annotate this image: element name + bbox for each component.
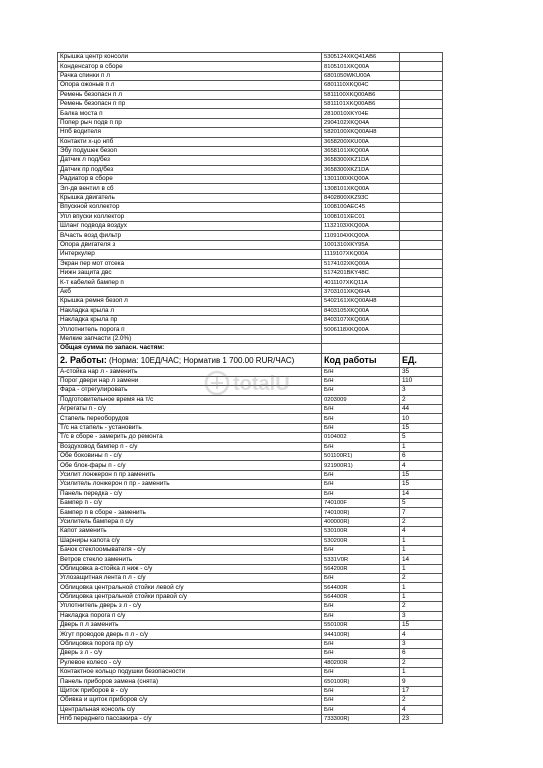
name-cell: Бачок стеклоомывателя - с/у — [58, 545, 322, 554]
code-cell: Б/Н — [322, 386, 400, 395]
work-row — [58, 536, 443, 545]
code-cell: 0104002 — [322, 433, 400, 442]
work-row — [58, 545, 443, 554]
units-cell — [400, 109, 443, 118]
work-row — [58, 668, 443, 677]
code-cell: Б/Н — [322, 602, 400, 611]
code-cell: 3658200XKU00A — [322, 137, 400, 146]
units-cell: 5 — [400, 433, 443, 442]
units-cell — [400, 81, 443, 90]
units-cell — [400, 90, 443, 99]
units-cell: 1 — [400, 668, 443, 677]
units-cell: 23 — [400, 714, 443, 723]
name-cell: Жгут проводов дверь п л - с/у — [58, 630, 322, 639]
name-cell: Накладка крыла л — [58, 306, 322, 315]
code-cell: Б/Н — [322, 367, 400, 376]
name-cell: Интеркулер — [58, 250, 322, 259]
part-row — [58, 99, 443, 108]
units-cell: 44 — [400, 405, 443, 414]
work-row — [58, 621, 443, 630]
code-cell: Б/Н — [322, 470, 400, 479]
part-row — [58, 90, 443, 99]
units-cell — [400, 156, 443, 165]
name-cell: Нпб переднего пассажира - с/у — [58, 714, 322, 723]
units-cell: 1 — [400, 442, 443, 451]
total-parts-row — [58, 344, 443, 353]
units-cell: 5 — [400, 498, 443, 507]
part-row — [58, 250, 443, 259]
units-cell: 35 — [400, 367, 443, 376]
code-cell: 5305124XKQ41AB6 — [322, 53, 400, 62]
work-row — [58, 677, 443, 686]
work-row — [58, 555, 443, 564]
code-cell: 6801050WKU00A — [322, 71, 400, 80]
units-cell: 14 — [400, 555, 443, 564]
code-cell: 4011107XKQ11A — [322, 278, 400, 287]
name-cell: Усилитель лонжерон п пр - заменить — [58, 480, 322, 489]
code-cell: 5811100XKQ00AB6 — [322, 90, 400, 99]
work-row — [58, 498, 443, 507]
work-row — [58, 405, 443, 414]
code-cell: 5006118XKQ00A — [322, 325, 400, 334]
name-cell: Обивка и щиток приборов с/у — [58, 696, 322, 705]
part-row — [58, 71, 443, 80]
code-cell: 1008100AEC45 — [322, 203, 400, 212]
units-cell — [400, 165, 443, 174]
code-cell: 8402800XKZ93C — [322, 193, 400, 202]
units-cell — [400, 222, 443, 231]
name-cell: Т/с в сборе - замерить до ремонта — [58, 433, 322, 442]
name-cell: Усилитель бампера п с/у — [58, 517, 322, 526]
name-cell: Щиток приборов в - с/у — [58, 686, 322, 695]
name-cell: Крышка двигатель — [58, 193, 322, 202]
work-row — [58, 639, 443, 648]
work-row — [58, 686, 443, 695]
small-parts-label: Мелкие запчасти (2.0%) — [58, 334, 322, 343]
part-row — [58, 81, 443, 90]
part-row — [58, 184, 443, 193]
name-cell: Накладка порога п с/у — [58, 611, 322, 620]
units-cell: 3 — [400, 639, 443, 648]
name-cell: Усилит лонжерон п пр заменить — [58, 470, 322, 479]
name-cell: Уплотнитель дверь з л - с/у — [58, 602, 322, 611]
units-cell: 4 — [400, 705, 443, 714]
name-cell: Бампер п - с/у — [58, 498, 322, 507]
code-cell: Б/Н — [322, 686, 400, 695]
code-cell: 1119107XKQ00A — [322, 250, 400, 259]
name-cell: Балка моста п — [58, 109, 322, 118]
units-cell: 15 — [400, 621, 443, 630]
units-cell: 4 — [400, 527, 443, 536]
works-norm-text: (Норма: 10ЕД/ЧАС; Норматив 1 700.00 RUR/ЧАС) — [106, 355, 295, 365]
name-cell: Попер рыч подв п пр — [58, 118, 322, 127]
code-cell: 944100R) — [322, 630, 400, 639]
units-cell: 6 — [400, 649, 443, 658]
name-cell: В/часть возд фильтр — [58, 231, 322, 240]
code-cell: 2904102XKQ04A — [322, 118, 400, 127]
units-cell: 1 — [400, 583, 443, 592]
units-cell — [400, 128, 443, 137]
work-row — [58, 564, 443, 573]
code-cell: 1301100XKQ00A — [322, 175, 400, 184]
work-row — [58, 517, 443, 526]
name-cell: Облицовка центральной стойки правой с/у — [58, 592, 322, 601]
units-cell — [400, 184, 443, 193]
units-cell: 2 — [400, 602, 443, 611]
units-cell: 7 — [400, 508, 443, 517]
work-row — [58, 602, 443, 611]
units-cell — [400, 118, 443, 127]
units-cell: 9 — [400, 677, 443, 686]
name-cell: Эл-дв вентил в сб — [58, 184, 322, 193]
code-cell: Б/Н — [322, 668, 400, 677]
name-cell: Облицовка а-стойка л ниж - с/у — [58, 564, 322, 573]
units-cell — [400, 278, 443, 287]
part-row — [58, 325, 443, 334]
units-cell: 1 — [400, 592, 443, 601]
name-cell: Конденсатор в сборе — [58, 62, 322, 71]
name-cell: Бампер п в сборе - заменить — [58, 508, 322, 517]
name-cell: Ремень безопасн п пр — [58, 99, 322, 108]
units-cell: 1 — [400, 536, 443, 545]
code-cell: 1308101XKQ00A — [322, 184, 400, 193]
name-cell: Упл впуски коллектор — [58, 212, 322, 221]
units-cell: 14 — [400, 489, 443, 498]
code-cell: 8403107XKQ00A — [322, 315, 400, 324]
work-row — [58, 714, 443, 723]
name-cell: Обе блок-фары п - с/у — [58, 461, 322, 470]
code-cell: 5174201BKY48C — [322, 268, 400, 277]
units-cell: 10 — [400, 414, 443, 423]
name-cell: Экран пер мот отсека — [58, 259, 322, 268]
units-cell: 15 — [400, 470, 443, 479]
units-cell — [400, 268, 443, 277]
units-cell: 3 — [400, 611, 443, 620]
code-cell: 740100R) — [322, 508, 400, 517]
part-row — [58, 118, 443, 127]
units-cell — [400, 250, 443, 259]
name-cell: Эбу подушек безоп — [58, 146, 322, 155]
code-cell: 564400R — [322, 583, 400, 592]
part-row — [58, 287, 443, 296]
work-row — [58, 658, 443, 667]
name-cell: Воздуховод бампер п - с/у — [58, 442, 322, 451]
units-column-header: ЕД. — [400, 353, 443, 367]
name-cell: Рачка спинки п л — [58, 71, 322, 80]
part-row — [58, 137, 443, 146]
work-row — [58, 470, 443, 479]
code-cell: 530100R — [322, 527, 400, 536]
code-cell: 3703101XKQ6HA — [322, 287, 400, 296]
units-cell — [400, 231, 443, 240]
part-row — [58, 268, 443, 277]
units-cell: 15 — [400, 423, 443, 432]
name-cell: Дверь з л - с/у — [58, 649, 322, 658]
code-cell: 5174102XKQ00A — [322, 259, 400, 268]
work-row — [58, 442, 443, 451]
work-row — [58, 630, 443, 639]
code-cell: 1109104XKQ00A — [322, 231, 400, 240]
units-cell: 2 — [400, 517, 443, 526]
code-cell: 480200R — [322, 658, 400, 667]
name-cell: Контакти х-цо нпб — [58, 137, 322, 146]
name-cell: Акб — [58, 287, 322, 296]
part-row — [58, 222, 443, 231]
units-cell — [400, 62, 443, 71]
units-cell: 1 — [400, 545, 443, 554]
part-row — [58, 278, 443, 287]
code-cell: Б/Н — [322, 376, 400, 385]
code-cell: 6801110XKQ04C — [322, 81, 400, 90]
name-cell: Обе боковины п - с/у — [58, 452, 322, 461]
code-cell: Б/Н — [322, 414, 400, 423]
code-cell: 0203009 — [322, 395, 400, 404]
code-cell: 1008101XEC01 — [322, 212, 400, 221]
code-cell: 1132103XKQ00A — [322, 222, 400, 231]
code-column-header: Код работы — [322, 353, 400, 367]
parts-table-body — [58, 53, 443, 335]
units-cell: 1 — [400, 564, 443, 573]
name-cell: Фара - отрегулировать — [58, 386, 322, 395]
part-row — [58, 203, 443, 212]
part-row — [58, 193, 443, 202]
code-cell: 2810010XKY04E — [322, 109, 400, 118]
part-row — [58, 165, 443, 174]
code-cell: Б/Н — [322, 480, 400, 489]
code-cell: Б/Н — [322, 545, 400, 554]
name-cell: К-т кабелей бампер п — [58, 278, 322, 287]
code-cell: Б/Н — [322, 405, 400, 414]
part-row — [58, 128, 443, 137]
work-row — [58, 480, 443, 489]
code-cell: 550100R — [322, 621, 400, 630]
total-parts-label: Общая сумма по запасн. частям: — [58, 344, 322, 353]
small-parts-row — [58, 334, 443, 343]
work-row — [58, 583, 443, 592]
part-row — [58, 231, 443, 240]
code-cell: 5402161XKQ00AH8 — [322, 297, 400, 306]
name-cell: Опора ожоныв п л — [58, 81, 322, 90]
units-cell — [400, 306, 443, 315]
units-cell — [400, 203, 443, 212]
name-cell: Ремень безопасн п л — [58, 90, 322, 99]
name-cell: Датчик л под/без — [58, 156, 322, 165]
name-cell: Порог двери нар л замени — [58, 376, 322, 385]
part-row — [58, 212, 443, 221]
name-cell: Стапель переоборудов — [58, 414, 322, 423]
totalu-watermark-logo — [203, 366, 383, 400]
units-cell — [400, 137, 443, 146]
units-cell — [400, 53, 443, 62]
works-title-text: 2. Работы: — [60, 354, 107, 365]
part-row — [58, 156, 443, 165]
code-cell: Б/Н — [322, 489, 400, 498]
units-cell: 6 — [400, 452, 443, 461]
code-cell: 921900R1) — [322, 461, 400, 470]
code-cell: 1001310XKY95A — [322, 240, 400, 249]
units-cell — [400, 297, 443, 306]
work-row — [58, 611, 443, 620]
units-cell — [400, 287, 443, 296]
name-cell: Контактное кольцо подушки безопасности — [58, 668, 322, 677]
part-row — [58, 315, 443, 324]
units-cell — [400, 175, 443, 184]
name-cell: Углозащитная лента п л - с/у — [58, 574, 322, 583]
name-cell: Крышка центр консоли — [58, 53, 322, 62]
name-cell: Крышка ремня безоп л — [58, 297, 322, 306]
name-cell: Рулевое колесо - с/у — [58, 658, 322, 667]
works-title — [58, 353, 322, 367]
name-cell: А-стойка нар л - заменить — [58, 367, 322, 376]
name-cell: Облицовка центральной стойки левой с/у — [58, 583, 322, 592]
name-cell: Т/с на стапель - установить — [58, 423, 322, 432]
name-cell: Шланг подвода воздух — [58, 222, 322, 231]
units-cell: 110 — [400, 376, 443, 385]
units-cell: 4 — [400, 630, 443, 639]
units-cell — [400, 212, 443, 221]
work-row — [58, 649, 443, 658]
work-row — [58, 461, 443, 470]
parts-summary — [58, 334, 443, 367]
work-row — [58, 592, 443, 601]
work-row — [58, 508, 443, 517]
code-cell: 564200R — [322, 564, 400, 573]
code-cell: 5331V0R — [322, 555, 400, 564]
code-cell: Б/Н — [322, 639, 400, 648]
name-cell: Панель передка - с/у — [58, 489, 322, 498]
work-row — [58, 527, 443, 536]
watermark-text: totalU — [233, 373, 290, 395]
code-cell: 740100F — [322, 498, 400, 507]
work-row — [58, 574, 443, 583]
name-cell: Агрегаты п - с/у — [58, 405, 322, 414]
name-cell: Датчик пр под/без — [58, 165, 322, 174]
part-row — [58, 306, 443, 315]
units-cell: 3 — [400, 386, 443, 395]
work-row — [58, 489, 443, 498]
work-row — [58, 696, 443, 705]
work-row — [58, 705, 443, 714]
units-cell: 2 — [400, 658, 443, 667]
units-cell — [400, 71, 443, 80]
units-cell: 2 — [400, 395, 443, 404]
units-cell: 15 — [400, 480, 443, 489]
name-cell: Ветров стекло заменить — [58, 555, 322, 564]
code-cell: 3658300XKZ1DA — [322, 156, 400, 165]
code-cell: 530200R — [322, 536, 400, 545]
units-cell: 4 — [400, 461, 443, 470]
units-cell: 2 — [400, 574, 443, 583]
name-cell: Опора двигателя з — [58, 240, 322, 249]
code-cell: 733300R) — [322, 714, 400, 723]
code-cell: Б/Н — [322, 696, 400, 705]
code-cell: 3658300XKZ1DA — [322, 165, 400, 174]
name-cell: Центральная консоль с/у — [58, 705, 322, 714]
part-row — [58, 297, 443, 306]
name-cell: Облицовка порога пр с/у — [58, 639, 322, 648]
code-cell: Б/Н — [322, 649, 400, 658]
name-cell: Подготовительное время на т/с — [58, 395, 322, 404]
name-cell: Капот заменить — [58, 527, 322, 536]
units-cell — [400, 259, 443, 268]
part-row — [58, 240, 443, 249]
work-row — [58, 433, 443, 442]
units-cell — [400, 146, 443, 155]
code-cell: 400000R) — [322, 517, 400, 526]
works-header-row — [58, 353, 443, 367]
units-cell — [400, 325, 443, 334]
name-cell: Шарниры капота с/у — [58, 536, 322, 545]
name-cell: Накладка крыла пр — [58, 315, 322, 324]
name-cell: Панель приборов замена (снята) — [58, 677, 322, 686]
code-cell: Б/Н — [322, 705, 400, 714]
code-cell: 8403105XKQ00A — [322, 306, 400, 315]
part-row — [58, 146, 443, 155]
name-cell: Уплотнитель порога п — [58, 325, 322, 334]
code-cell: 8105101XKQ00A — [322, 62, 400, 71]
part-row — [58, 259, 443, 268]
part-row — [58, 109, 443, 118]
code-cell: 501100R1) — [322, 452, 400, 461]
units-cell: 2 — [400, 696, 443, 705]
work-row — [58, 452, 443, 461]
part-row — [58, 53, 443, 62]
code-cell: Б/Н — [322, 442, 400, 451]
work-row — [58, 414, 443, 423]
units-cell — [400, 193, 443, 202]
name-cell: Нпб водителя — [58, 128, 322, 137]
work-row — [58, 423, 443, 432]
units-cell: 17 — [400, 686, 443, 695]
name-cell: Радиатор в сборе — [58, 175, 322, 184]
code-cell: 3658101XKQ00A — [322, 146, 400, 155]
units-cell — [400, 315, 443, 324]
works-table-body — [58, 367, 443, 724]
code-cell: 650100R) — [322, 677, 400, 686]
code-cell: Б/Н — [322, 423, 400, 432]
code-cell: 564400R — [322, 592, 400, 601]
code-cell: Б/Н — [322, 574, 400, 583]
units-cell — [400, 99, 443, 108]
part-row — [58, 62, 443, 71]
code-cell: Б/Н — [322, 611, 400, 620]
name-cell: Впускной коллектор — [58, 203, 322, 212]
units-cell — [400, 240, 443, 249]
name-cell: Нижн защита двс — [58, 268, 322, 277]
code-cell: 5820100XKQ00AH8 — [322, 128, 400, 137]
code-cell: 5811101XKQ00AB6 — [322, 99, 400, 108]
name-cell: Дверь п л заменить — [58, 621, 322, 630]
part-row — [58, 175, 443, 184]
